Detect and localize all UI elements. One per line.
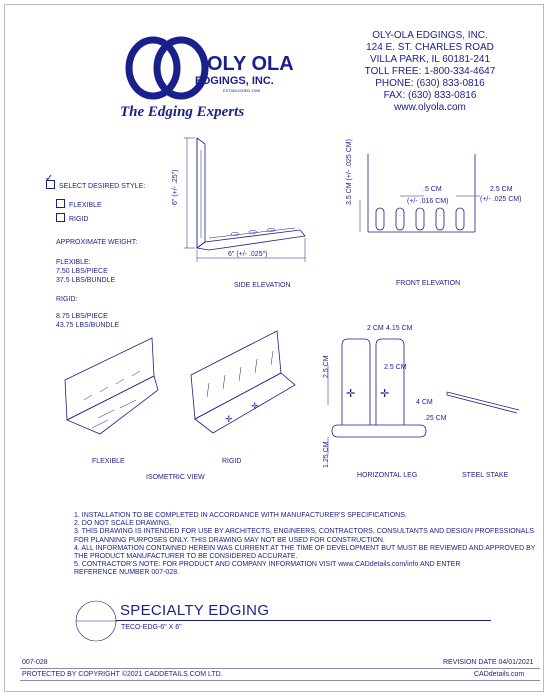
horizontal-leg-dim-7: 1.25 CM (323, 441, 330, 468)
svg-text:✛: ✛ (380, 388, 390, 400)
company-info (330, 30, 530, 114)
note-line: REFERENCE NUMBER 007-028. (74, 569, 180, 577)
footer-divider (20, 680, 540, 681)
footer-revision-date: REVISION DATE 04/01/2021 (443, 659, 534, 666)
tagline: The Edging Experts (120, 104, 245, 120)
logo-brand-letters: OLY OLA (207, 53, 294, 75)
footer-copyright: PROTECTED BY COPYRIGHT ©2021 CADDETAILS.COM LTD. (22, 671, 223, 678)
isometric-flexible-drawing (60, 330, 160, 450)
horizontal-leg-dim-4: 2.5 CM (384, 364, 407, 371)
steel-stake-label: STEEL STAKE (462, 472, 509, 479)
checkbox-icon[interactable] (56, 213, 65, 222)
weight-rigid-label: RIGID: (56, 296, 78, 303)
note-line: 1. INSTALLATION TO BE COMPLETED IN ACCORDANCE WITH MANUFACTURER'S SPECIFICATIONS. (74, 512, 407, 519)
company-website[interactable]: www.olyola.com (394, 102, 466, 113)
horizontal-leg-dim-2: 4.15 CM (386, 325, 413, 332)
side-elevation-dim-vertical: 6" (+/- .25") (172, 169, 179, 205)
weight-flexible-bundle: 37.5 LBS/BUNDLE (56, 277, 116, 284)
horizontal-leg-dim-1: 2 CM (367, 325, 384, 332)
oly-ola-logo (125, 36, 294, 106)
weight-rigid-bundle: 43.75 LBS/BUNDLE (56, 322, 120, 329)
note-line: FOR PLANNING PURPOSES ONLY. THIS DRAWING MAY NOT BE USED FOR CONSTRUCTION. (74, 536, 385, 544)
checkbox-icon[interactable] (56, 199, 65, 208)
note-line: 4. ALL INFORMATION CONTAINED HEREIN WAS CURRENT AT THE TIME OF DEVELOPMENT BUT MUST BE REVIEWED AND APPROVED BY (74, 544, 536, 552)
logo-established: ESTABLISHED 1999 (223, 88, 261, 93)
front-elevation-dim-spacing: 2.5 CM (490, 186, 513, 193)
title-subtitle: TECO-EDG-6" X 6" (121, 624, 182, 631)
company-address-1: 124 E. ST. CHARLES ROAD (366, 42, 494, 53)
isometric-rigid-label: RIGID (222, 458, 242, 465)
isometric-flexible-label: FLEXIBLE (92, 458, 125, 465)
company-phone: PHONE: (630) 833-0816 (375, 78, 485, 89)
horizontal-leg-dim-6: .25 CM (424, 415, 447, 422)
logo-wordmark: EDGINGS, INC. (195, 75, 274, 87)
general-notes (74, 512, 535, 578)
side-elevation-dim-horizontal: 6" (+/- .025") (228, 251, 268, 258)
front-elevation-dim-slot: .5 CM (423, 186, 442, 193)
side-elevation-label: SIDE ELEVATION (234, 282, 291, 289)
footer-divider (20, 668, 540, 669)
steel-stake-drawing (445, 388, 525, 418)
company-tollfree: TOLL FREE: 1-800-334-4647 (364, 66, 496, 77)
weight-flexible-piece: 7.50 LBS/PIECE (56, 268, 108, 275)
company-fax: FAX: (630) 833-0816 (383, 90, 477, 101)
title-text: SPECIALTY EDGING (120, 602, 270, 619)
horizontal-leg-dim-5: 4 CM (416, 399, 433, 406)
horizontal-leg-dim-3: 2.5 CM (323, 355, 330, 378)
isometric-view-label: ISOMETRIC VIEW (146, 474, 205, 481)
note-line: THE PRODUCT MANUFACTURER TO BE CONSIDERED ACCURATE. (74, 553, 298, 561)
footer-reference: 007-028 (22, 659, 48, 666)
style-heading: ✓SELECT DESIRED STYLE: (46, 180, 145, 191)
front-elevation-label: FRONT ELEVATION (396, 280, 461, 287)
title-underline (116, 620, 491, 621)
svg-text:✛: ✛ (225, 414, 233, 424)
style-option-rigid[interactable]: RIGID (56, 213, 88, 224)
front-elevation-dim-spacing-tol: (+/- .025 CM) (480, 196, 522, 203)
note-line: 2. DO NOT SCALE DRAWING. (74, 520, 172, 528)
svg-text:✛: ✛ (346, 388, 356, 400)
weight-rigid-piece: 8.75 LBS/PIECE (56, 313, 108, 320)
weight-heading: APPROXIMATE WEIGHT: (56, 239, 138, 246)
title-circle-icon (74, 598, 124, 644)
front-elevation-dim-height: 3.5 CM (+/- .025 CM) (346, 139, 353, 205)
note-line: 3. THIS DRAWING IS INTENDED FOR USE BY ARCHITECTS, ENGINEERS, CONTRACTORS, CONSULTANTS AND DESIGN PROFESSIONALS (74, 528, 534, 536)
note-line: 5. CONTRACTOR'S NOTE: FOR PRODUCT AND COMPANY INFORMATION VISIT www.CADdetails.com/info AND ENTER (74, 561, 461, 569)
side-elevation-drawing (175, 130, 315, 270)
company-address-2: VILLA PARK, IL 60181-241 (369, 54, 491, 65)
front-elevation-dim-slot-tol: (+/- .016 CM) (407, 198, 449, 205)
horizontal-leg-drawing (320, 325, 450, 465)
style-option-flexible[interactable]: FLEXIBLE (56, 199, 102, 210)
isometric-rigid-drawing (185, 325, 305, 445)
weight-flexible-label: FLEXIBLE: (56, 259, 91, 266)
company-name: OLY-OLA EDGINGS, INC. (372, 30, 488, 41)
horizontal-leg-label: HORIZONTAL LEG (357, 472, 418, 479)
svg-text:✛: ✛ (251, 401, 259, 411)
footer-brand[interactable]: CADdetails.com (474, 671, 525, 678)
checkmark-icon (46, 180, 55, 189)
